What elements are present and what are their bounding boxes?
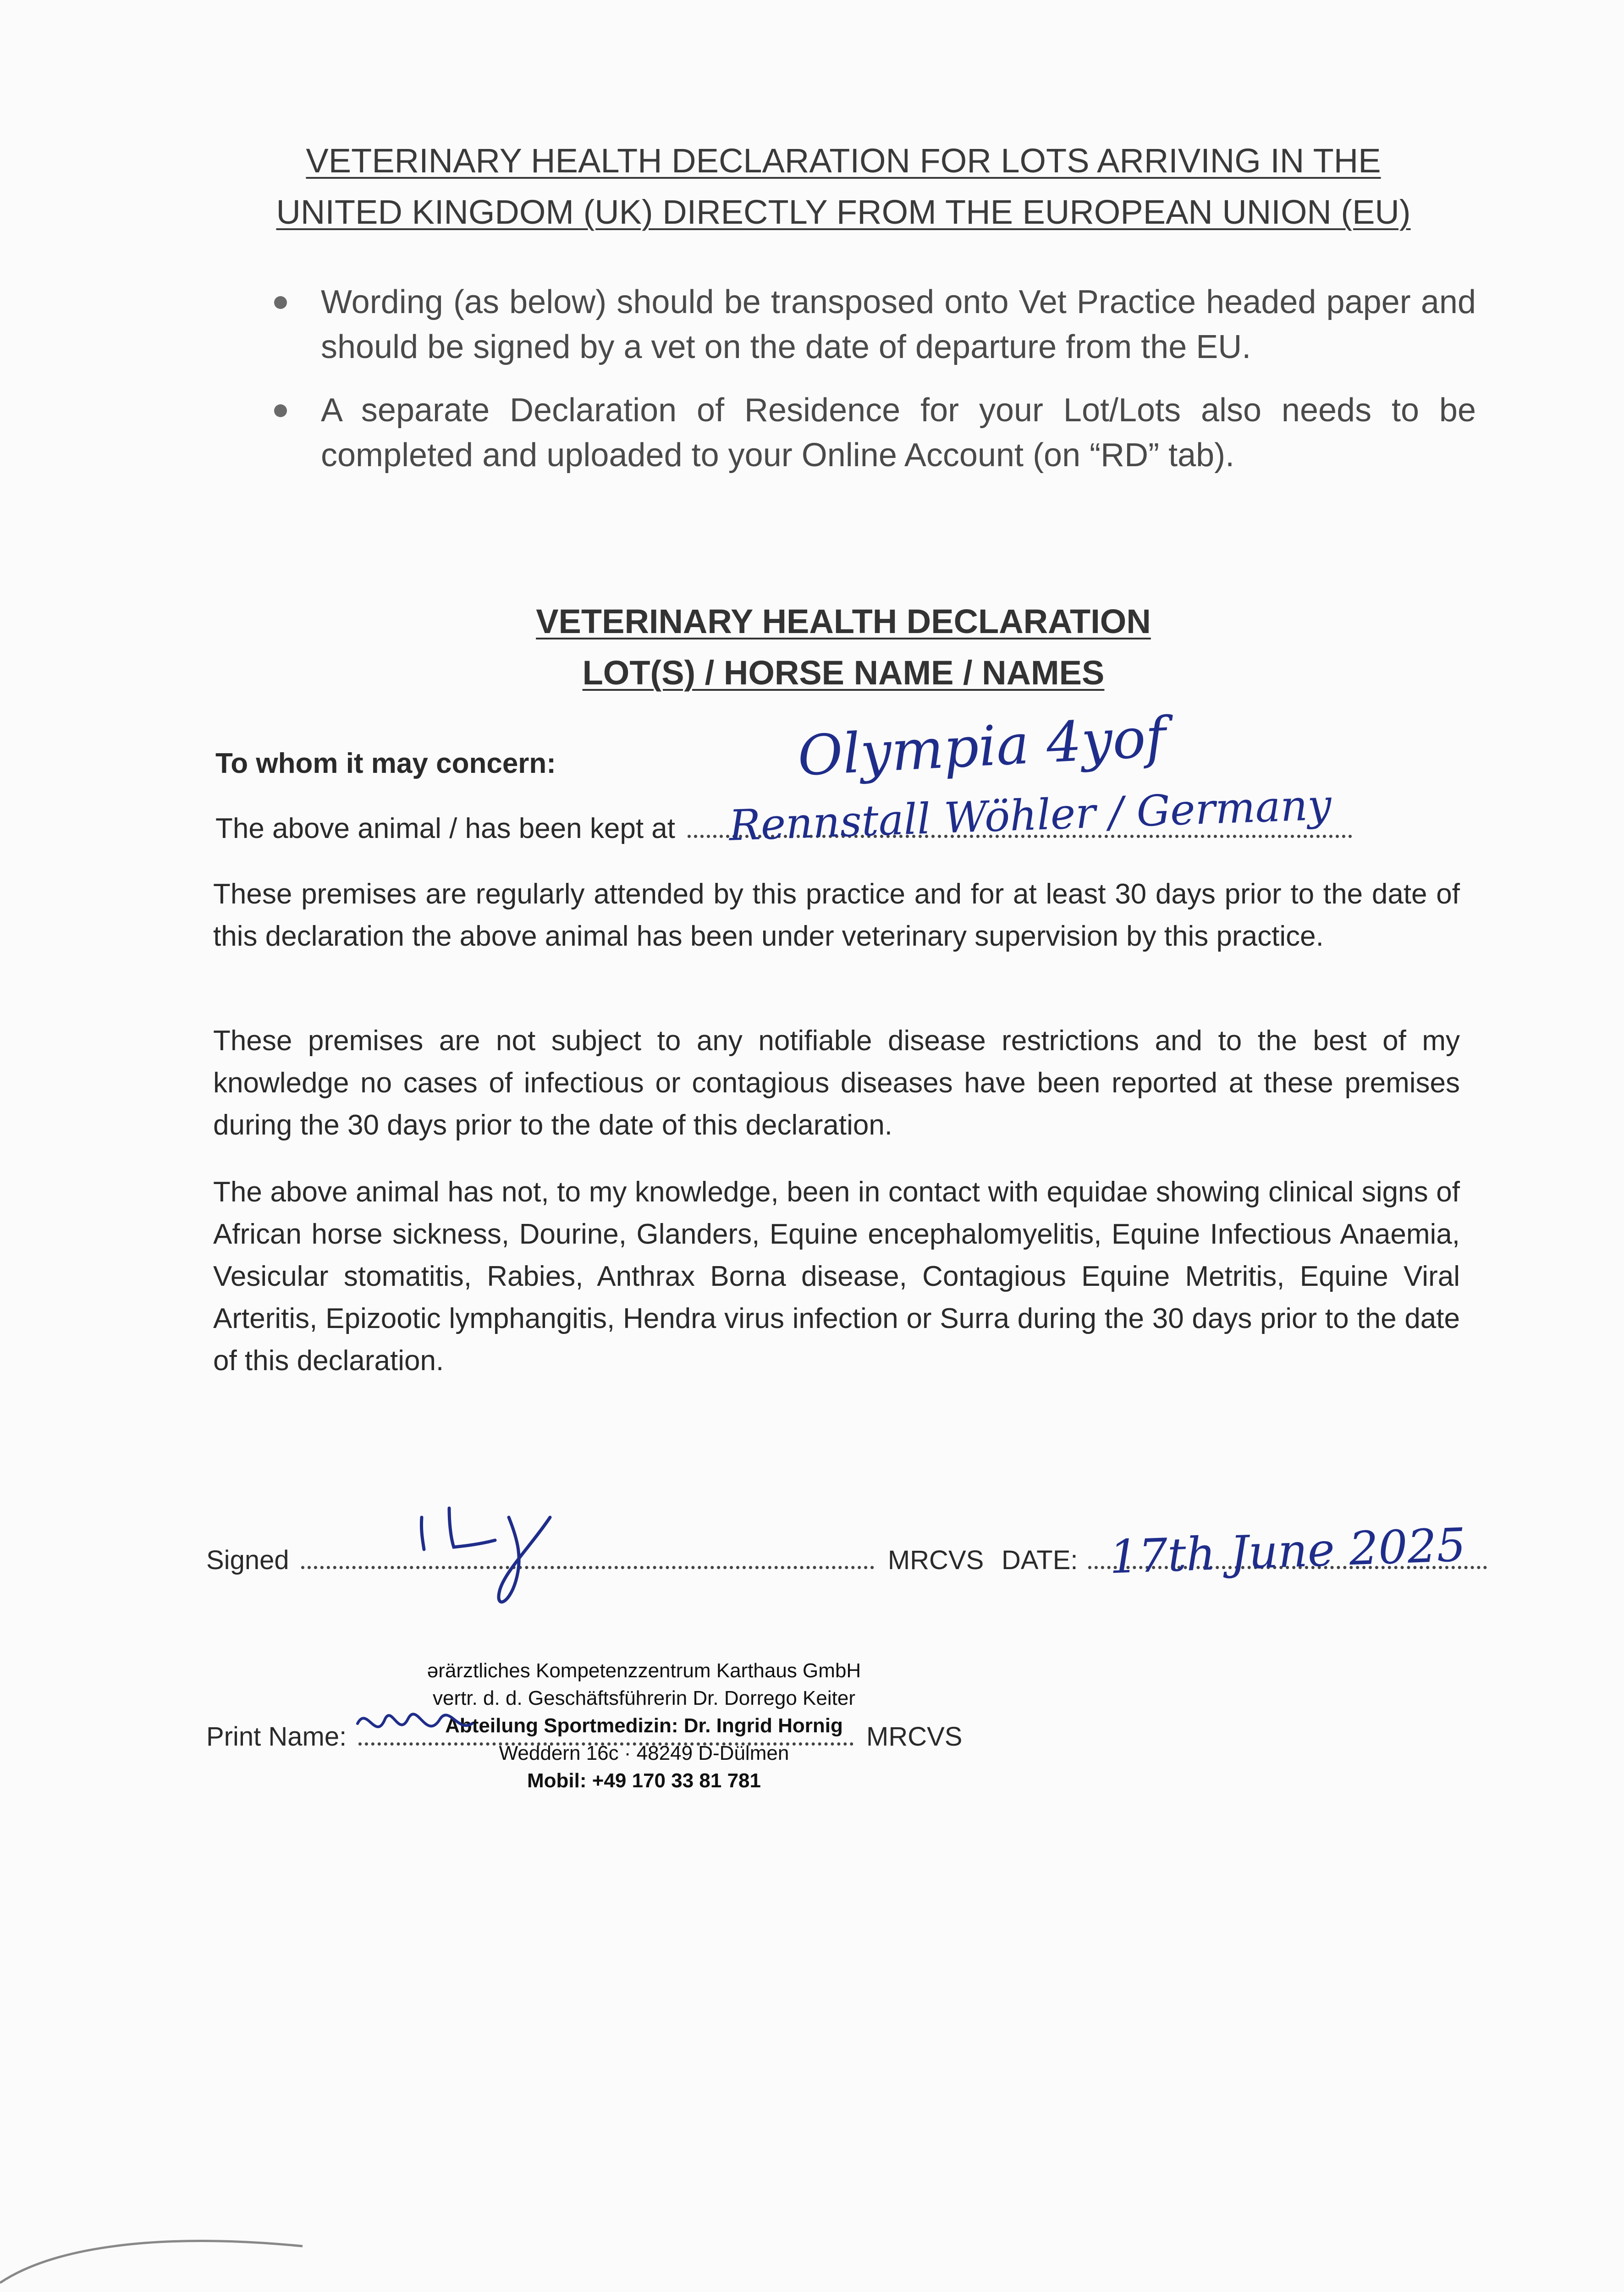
handwritten-print-name <box>348 1691 495 1756</box>
paragraph-restrictions: These premises are not subject to any notifiable disease restrictions and to the best of my knowledge no cases of infectious or contagious diseases have been reported at these premises during the 30 days prior to the date of this declaration. <box>213 1025 1460 1141</box>
salutation: To whom it may concern: <box>215 748 556 779</box>
mrcvs-label: MRCVS <box>887 1545 984 1575</box>
stamp-line: vertr. d. d. Geschäftsführerin Dr. Dorrego Keiter <box>433 1687 855 1709</box>
print-mrcvs-label: MRCVS <box>866 1722 963 1752</box>
kept-at-label: The above animal / has been kept at <box>215 813 675 844</box>
bullet-icon <box>274 404 287 417</box>
header-line-2: UNITED KINGDOM (UK) DIRECTLY FROM THE EUROPEAN UNION (EU) <box>276 193 1411 231</box>
subtitle-line-1: VETERINARY HEALTH DECLARATION <box>536 602 1151 640</box>
instruction-list <box>266 280 1476 496</box>
subtitle-line-2: LOT(S) / HORSE NAME / NAMES <box>582 654 1105 692</box>
signed-label: Signed <box>206 1545 289 1575</box>
handwritten-date: 17th June 2025 <box>1108 1518 1467 1584</box>
stamp-line: Weddern 16c · 48249 D-Dülmen <box>499 1742 789 1764</box>
list-item <box>266 388 1476 478</box>
bullet-text-1: Wording (as below) should be transposed onto Vet Practice headed paper and should be signed by a vet on the date of departure from the EU. <box>321 284 1476 365</box>
page-edge-shadow <box>0 2228 321 2292</box>
paragraph-supervision: These premises are regularly attended by this practice and for at least 30 days prior to the date of this declaration the above animal has been under veterinary supervision by this practice. <box>213 878 1460 952</box>
stamp-line: Abteilung Sportmedizin: Dr. Ingrid Hornig <box>445 1714 843 1737</box>
handwritten-signature <box>358 1490 596 1627</box>
list-item <box>266 280 1476 369</box>
stamp-line: ərärztliches Kompetenzzentrum Karthaus GmbH <box>427 1659 861 1682</box>
bullet-text-2: A separate Declaration of Residence for your Lot/Lots also needs to be completed and uploaded to your Online Account (on “RD” tab). <box>321 392 1476 474</box>
declaration-title <box>394 596 1293 699</box>
document-header <box>257 135 1430 238</box>
stamp-line: Mobil: +49 170 33 81 781 <box>527 1769 761 1792</box>
bullet-icon <box>274 296 287 309</box>
handwritten-premises: Rennstall Wöhler / Germany <box>728 780 1332 850</box>
paragraph-contact: The above animal has not, to my knowledge, been in contact with equidae showing clinical signs of African horse sickness, Dourine, Glanders, Equine encephalomyelitis, Equine Infectious Anaemia, Vesicular stomatitis, Rabies, Anthrax Borna disease, Contagious Equine Metritis, Equine Viral Arteritis, Epizootic lymphangitis, Hendra virus infection or Surra during the 30 days prior to the date of this declaration. <box>213 1176 1460 1377</box>
print-name-line <box>206 1721 853 1752</box>
handwritten-horse-name: Olympia 4yof <box>796 705 1168 788</box>
header-line-1: VETERINARY HEALTH DECLARATION FOR LOTS ARRIVING IN THE <box>306 142 1381 180</box>
date-label: DATE: <box>1002 1545 1078 1575</box>
print-name-label: Print Name: <box>206 1722 347 1752</box>
